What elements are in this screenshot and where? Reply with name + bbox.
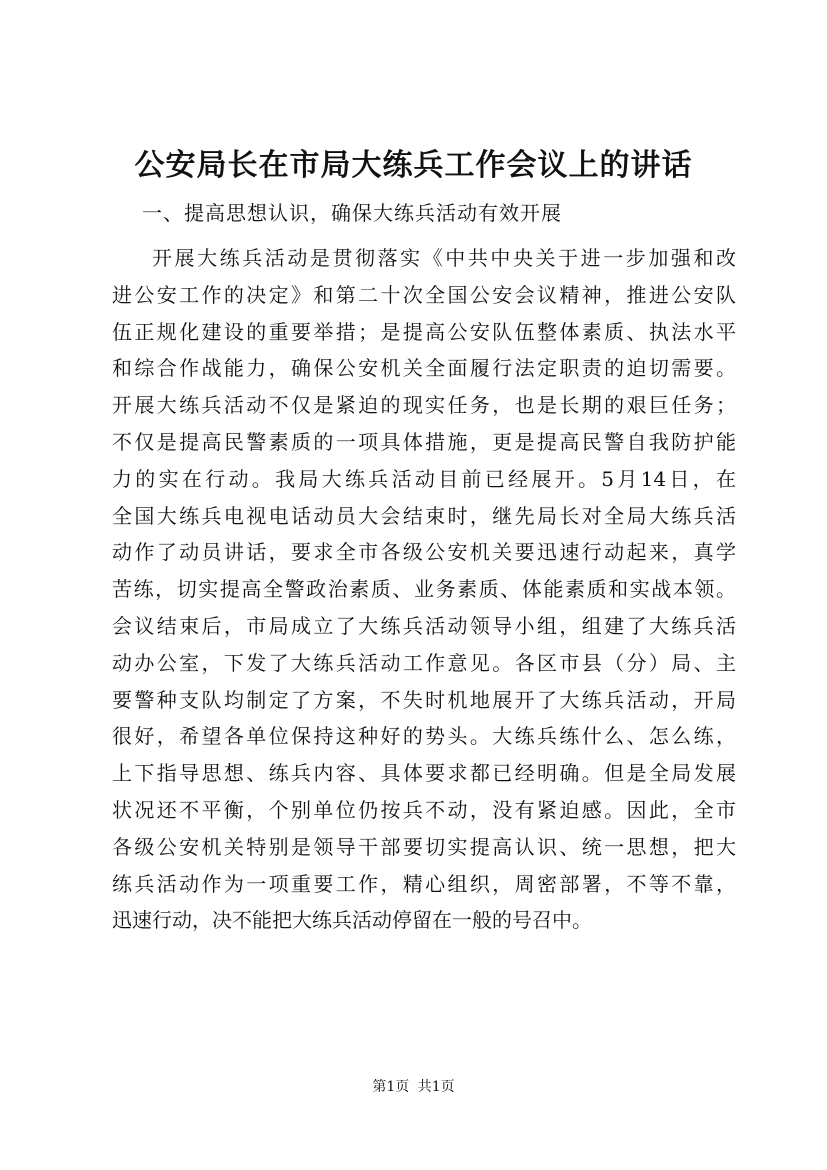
paragraph-line: 上下指导思想、练兵内容、具体要求都已经明确。但是全局发展 [112, 761, 736, 786]
paragraph-line: 动办公室，下发了大练兵活动工作意见。各区市县（分）局、主 [112, 650, 736, 675]
page-number: 第1页 共1页 [372, 1079, 455, 1095]
paragraph-line: 苦练，切实提高全警政治素质、业务素质、体能素质和实战本领。 [112, 577, 736, 602]
paragraph-line: 开展大练兵活动是贯彻落实《中共中央关于进一步加强和改 [152, 246, 736, 270]
paragraph-line: 会议结束后，市局成立了大练兵活动领导小组，组建了大练兵活 [112, 613, 736, 638]
paragraph-line: 力的实在行动。我局大练兵活动目前已经展开。5月14日，在 [112, 466, 736, 491]
paragraph-line: 练兵活动作为一项重要工作，精心组织，周密部署，不等不靠， [112, 871, 736, 896]
paragraph-line: 和综合作战能力，确保公安机关全面履行法定职责的迫切需要。 [112, 356, 736, 381]
paragraph-line: 动作了动员讲话，要求全市各级公安机关要迅速行动起来，真学 [112, 540, 736, 565]
paragraph-line: 很好，希望各单位保持这种好的势头。大练兵练什么、怎么练， [112, 724, 736, 749]
paragraph-line: 状况还不平衡，个别单位仍按兵不动，没有紧迫感。因此，全市 [112, 797, 736, 822]
paragraph-line: 各级公安机关特别是领导干部要切实提高认识、统一思想，把大 [112, 834, 736, 859]
paragraph-line: 进公安工作的决定》和第二十次全国公安会议精神，推进公安队 [112, 282, 736, 307]
paragraph-line: 开展大练兵活动不仅是紧迫的现实任务，也是长期的艰巨任务； [112, 393, 736, 418]
body-paragraph [112, 240, 736, 939]
paragraph-line: 全国大练兵电视电话动员大会结束时，继先局长对全局大练兵活 [112, 503, 736, 528]
paragraph-line: 迅速行动，决不能把大练兵活动停留在一般的号召中。 [112, 908, 592, 933]
section-heading: 一、提高思想认识，确保大练兵活动有效开展 [142, 201, 562, 225]
paragraph-line: 要警种支队均制定了方案，不失时机地展开了大练兵活动，开局 [112, 687, 736, 712]
document-title: 公安局长在市局大练兵工作会议上的讲话 [134, 148, 693, 183]
paragraph-line: 不仅是提高民警素质的一项具体措施，更是提高民警自我防护能 [112, 429, 736, 454]
paragraph-line: 伍正规化建设的重要举措；是提高公安队伍整体素质、执法水平 [112, 319, 736, 344]
